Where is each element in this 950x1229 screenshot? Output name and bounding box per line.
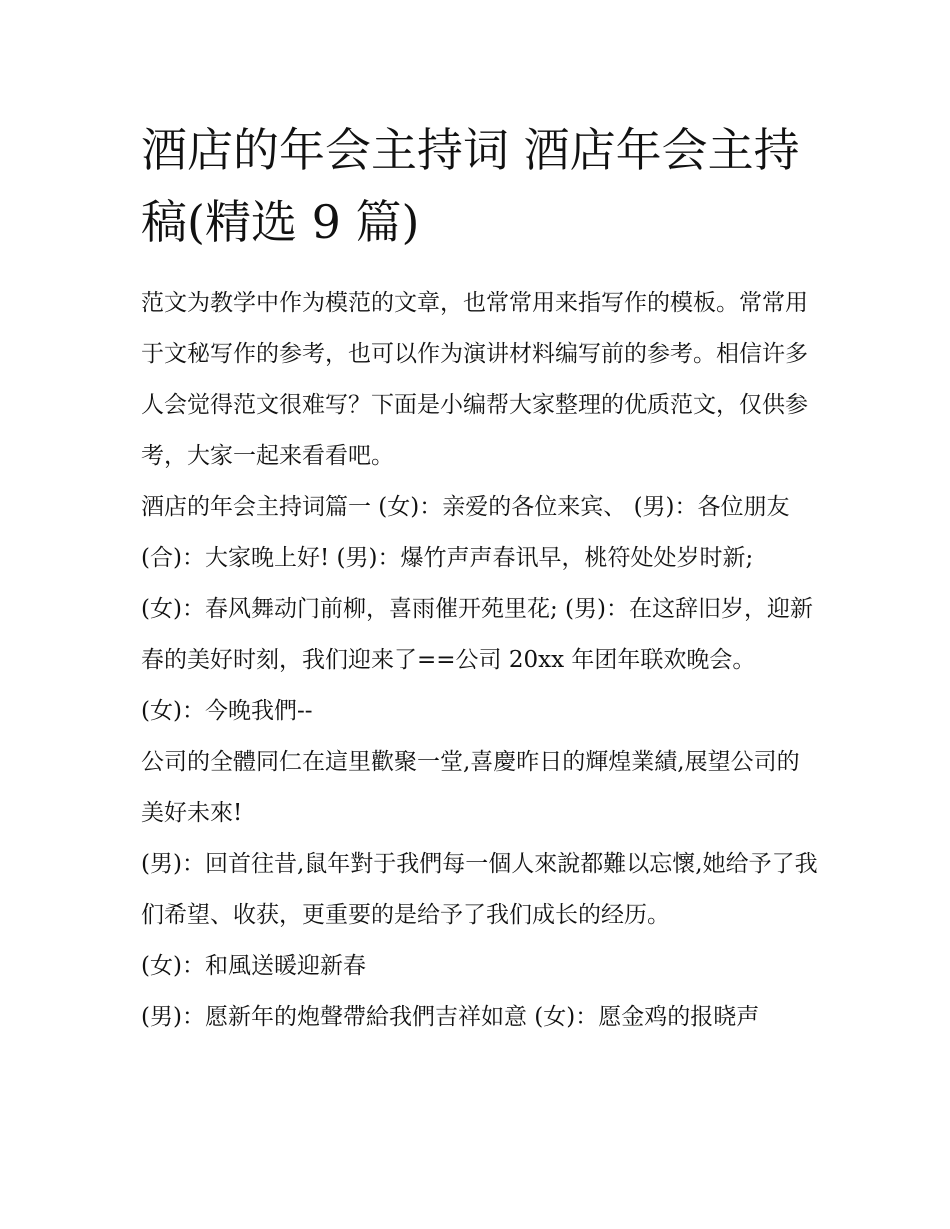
document-body — [141, 278, 821, 1043]
intro-paragraph: 范文为教学中作为模范的文章，也常常用来指写作的模板。常常用于文秘写作的参考，也可以作为演讲材料编写前的参考。相信许多人会觉得范文很难写？下面是小编帮大家整理的优质范文，仅供参考，大家一起来看看吧。 — [141, 290, 808, 469]
dialogue-paragraph: (男)：回首往昔,鼠年對于我們每一個人來說都難以忘懷,她给予了我们希望、收获，更重要的是给予了我们成长的经历。 — [141, 851, 818, 928]
section-one-opening-paragraph: 酒店的年会主持词篇一 (女)：亲爱的各位来宾、 (男)：各位朋友 (合)：大家晚上好! (男)：爆竹声声春讯早，桃符处处岁时新; — [141, 494, 790, 571]
dialogue-paragraph: (女)：和風送暖迎新春 — [141, 953, 366, 979]
dialogue-paragraph: 公司的全體同仁在這里歡聚一堂,喜慶昨日的輝煌業績,展望公司的美好未來! — [141, 749, 800, 826]
dialogue-paragraph: (男)：愿新年的炮聲帶給我們吉祥如意 (女)：愿金鸡的报晓声 — [141, 1004, 760, 1030]
document-title: 酒店的年会主持词 酒店年会主持稿(精选 9 篇) — [141, 123, 800, 249]
dialogue-paragraph: (女)：春风舞动门前柳，喜雨催开苑里花; (男)：在这辞旧岁，迎新春的美好时刻，我们迎来了==公司 20xx 年团年联欢晚会。 (女)：今晚我們-- — [141, 596, 813, 724]
